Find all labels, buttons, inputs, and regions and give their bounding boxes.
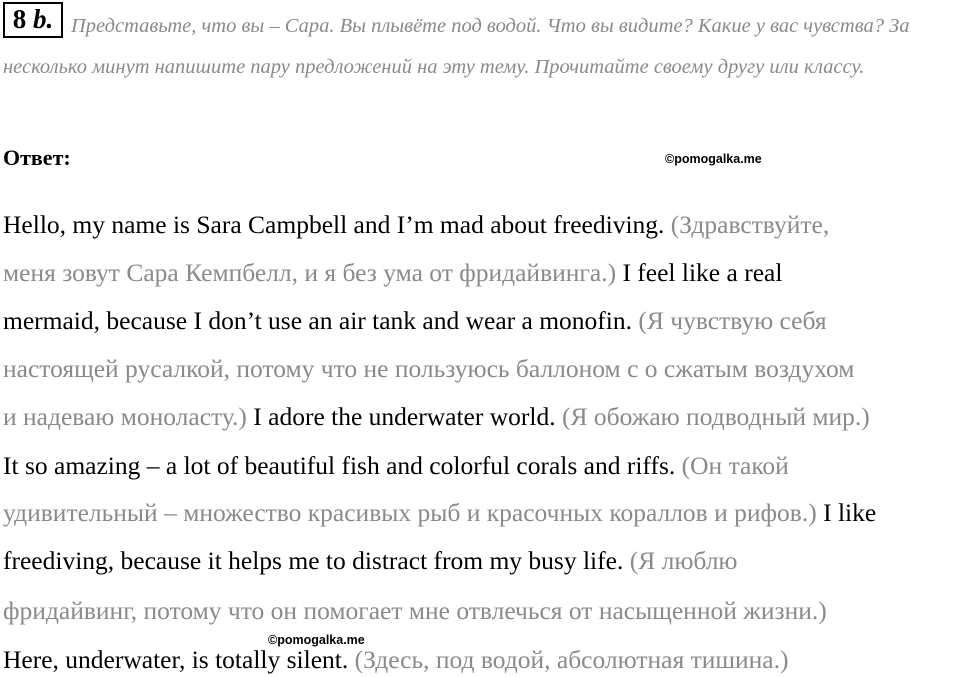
english-text: mermaid, because I don’t use an air tank and wear a monofin. — [3, 306, 639, 335]
answer-label: Ответ: — [3, 145, 71, 170]
english-text: freediving, because it helps me to distract from my busy life. — [3, 546, 630, 575]
russian-translation: фридайвинг, потому что он помогает мне отвлечься от насыщенной жизни.) — [3, 596, 827, 625]
russian-translation: и надеваю моноласту.) — [3, 402, 254, 431]
russian-translation: меня зовут Сара Кемпбелл, и я без ума от фридайвинга.) — [3, 258, 623, 287]
watermark-bottom: ©pomogalka.me — [268, 633, 365, 647]
russian-translation: (Я люблю — [629, 546, 738, 575]
answer-line — [3, 210, 829, 240]
english-text: I adore the underwater world. — [253, 402, 562, 431]
task-instructions: Представьте, что вы – Сара. Вы плывёте под водой. Что вы видите? Какие у вас чувства? За несколько минут напишите пару предложений на эту тему. Прочитайте своему другу или классу. — [3, 15, 910, 78]
russian-translation: настоящей русалкой, потому что не пользуюсь баллоном с о сжатым воздухом — [3, 354, 855, 383]
russian-translation: удивительный – множество красивых рыб и красочных кораллов и рифов.) — [3, 498, 824, 527]
answer-line — [3, 306, 827, 336]
russian-translation: (Здесь, под водой, абсолютная тишина.) — [354, 645, 789, 674]
english-text: I feel like a real — [622, 258, 783, 287]
answer-line — [3, 498, 876, 528]
english-text: I like — [823, 498, 877, 527]
answer-line — [3, 354, 854, 384]
task-letter: b. — [33, 4, 54, 34]
russian-translation: (Я чувствую себя — [638, 306, 827, 335]
russian-translation: (Я обожаю подводный мир.) — [561, 402, 870, 431]
english-text: Here, underwater, is totally silent. — [3, 645, 355, 674]
answer-line — [3, 451, 789, 481]
answer-line — [3, 258, 782, 288]
answer-line — [3, 596, 827, 626]
task-number: 8 — [12, 4, 27, 34]
english-text: Hello, my name is Sara Campbell and I’m mad about freediving. — [3, 210, 671, 239]
russian-translation: (Он такой — [681, 451, 789, 480]
answer-line — [3, 645, 788, 675]
watermark: ©pomogalka.me — [665, 152, 762, 166]
answer-line — [3, 546, 737, 576]
english-text: It so amazing – a lot of beautiful fish and colorful corals and riffs. — [3, 451, 682, 480]
answer-line — [3, 402, 870, 432]
russian-translation: (Здравствуйте, — [670, 210, 830, 239]
